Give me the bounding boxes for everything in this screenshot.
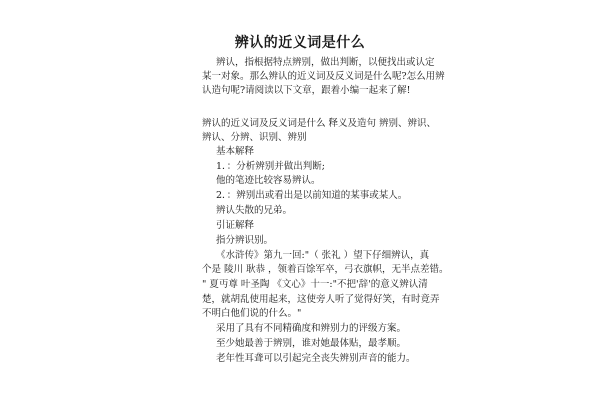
text-line: 某一对象。那么辨认的近义词及反义词是什么呢?怎么用辨 — [202, 71, 445, 82]
example-sentence: 老年性耳聋可以引起完全丧失辨别声音的能力。 — [216, 353, 416, 364]
quote-line: 个是 陵川 耿恭 ，领着百馀军卒，弓衣旗帜，无半点差错。 — [202, 264, 449, 275]
definition-item: 2．：辨别出或看出是以前知道的某事或某人。 — [216, 190, 408, 201]
example-sentence: 至少她最善于辨别，谁对她最体贴，最孝顺。 — [216, 338, 407, 349]
document-title: 辨认的近义词是什么 — [234, 35, 366, 51]
text-line: 辨认的近义词及反义词是什么 释义及造句 辨别、辨识、 — [202, 118, 437, 129]
definition-item: 1．：分析辨别并做出判断; — [216, 161, 325, 172]
quote-line: " 夏丏尊 叶圣陶 《文心》十一:"不把'辞'的意义辨认清 — [202, 279, 428, 290]
example-sentence: 采用了具有不同精确度和辨别力的评级方案。 — [216, 323, 407, 334]
quote-line: 不明白他们说的什么。" — [202, 308, 302, 319]
example-sentence: 他的笔迹比较容易辨认。 — [216, 175, 321, 186]
example-sentence: 辨认失散的兄弟。 — [216, 205, 293, 216]
text-line: 辨认、分辨、识别、辨别 — [202, 132, 307, 143]
text-line: 认造句呢?请阅读以下文章，跟着小编一起来了解! — [202, 85, 411, 96]
text-line: 辨认，指根据特点辨别，做出判断，以便找出或认定 — [216, 57, 435, 68]
quote-line: 楚，就胡乱使用起来，这使旁人听了觉得好笑，有时竟弄 — [202, 294, 440, 305]
section-heading: 基本解释 — [216, 146, 255, 157]
text-line: 指分辨识别。 — [216, 235, 274, 246]
quote-line: 《水浒传》第九一回:"（ 张礼 ）望下仔细辨认，真 — [216, 250, 430, 261]
section-heading: 引证解释 — [216, 220, 255, 231]
